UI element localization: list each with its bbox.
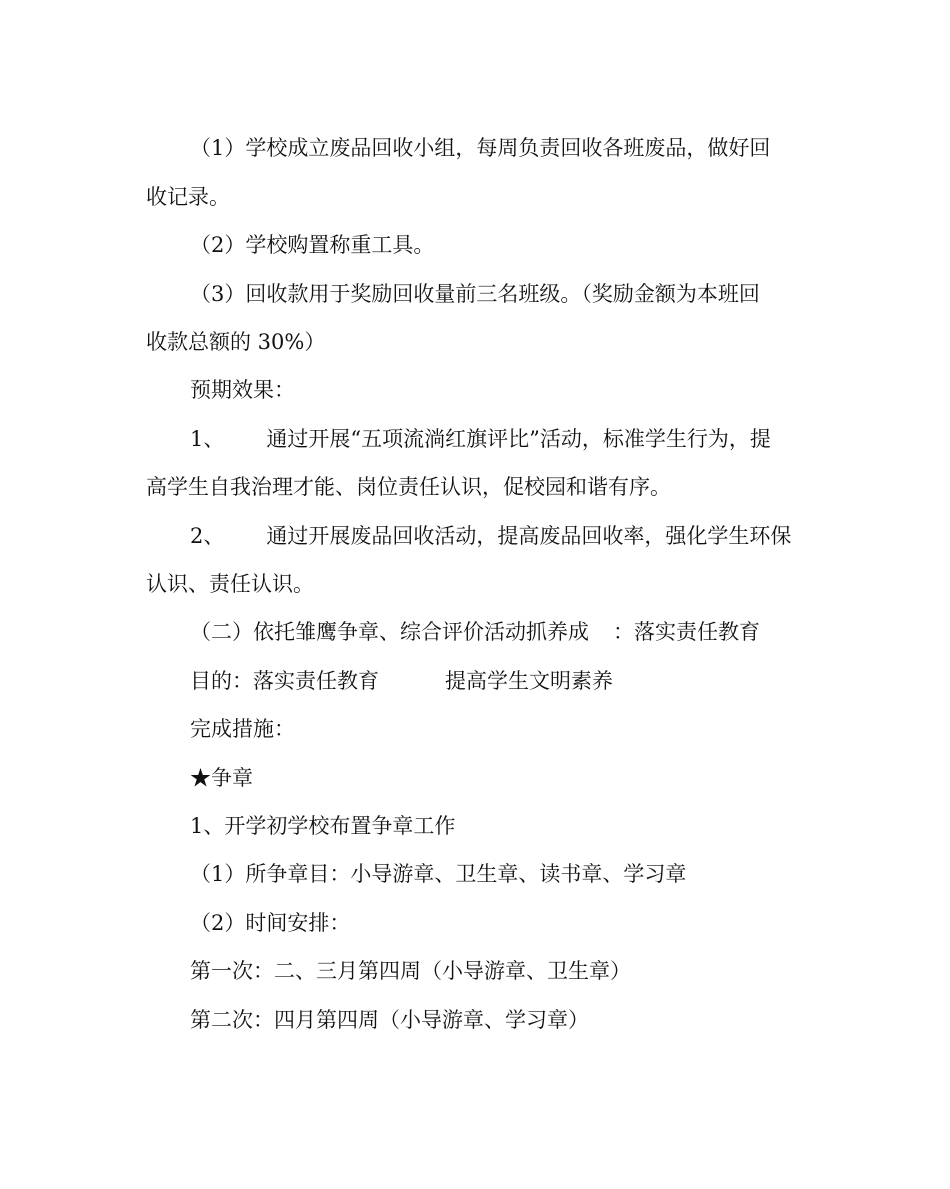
paragraph-line: （2）学校购置称重工具。 [190,233,435,257]
paragraph-line: （3）回收款用于奖励回收量前三名班级。（奖励金额为本班回 [190,282,760,306]
item-text: 通过开展废品回收活动，提高废品回收率，强化学生环保 [266,524,792,548]
heading-subtext: ：落实责任教育 [613,620,760,644]
paragraph-line: 高学生自我治理才能、岗位责任认识，促校园和谐有序。 [146,475,671,499]
section-heading [190,620,760,644]
heading-text: （二）依托雏鹰争章、综合评价活动抓养成 [190,620,589,644]
star-heading: ★争章 [190,766,253,790]
numbered-item [190,524,791,548]
item-text: 通过开展“五项流淌红旗评比”活动，标准学生行为，提 [266,427,771,451]
paragraph-line: （1）所争章目：小导游章、卫生章、读书章、学习章 [190,862,687,886]
item-number: 2、 [190,524,225,548]
paragraph-line: （2）时间安排： [190,911,351,935]
section-heading: 完成措施： [190,717,295,741]
paragraph-line [190,669,613,693]
paragraph-line: 1、开学初学校布置争章工作 [190,814,456,838]
numbered-item [190,427,771,451]
purpose-subtext: 提高学生文明素养 [445,669,613,693]
paragraph-line: （1）学校成立废品回收小组，每周负责回收各班废品，做好回 [190,136,771,160]
paragraph-line: 第二次：四月第四周（小导游章、学习章） [190,1008,589,1032]
paragraph-line: 收款总额的 30%） [146,330,326,354]
purpose-text: 目的：落实责任教育 [190,669,379,693]
paragraph-line: 第一次：二、三月第四周（小导游章、卫生章） [190,959,631,983]
paragraph-line: 收记录。 [146,185,230,209]
paragraph-line: 认识、责任认识。 [146,572,314,596]
section-heading: 预期效果： [190,378,295,402]
item-number: 1、 [190,427,225,451]
